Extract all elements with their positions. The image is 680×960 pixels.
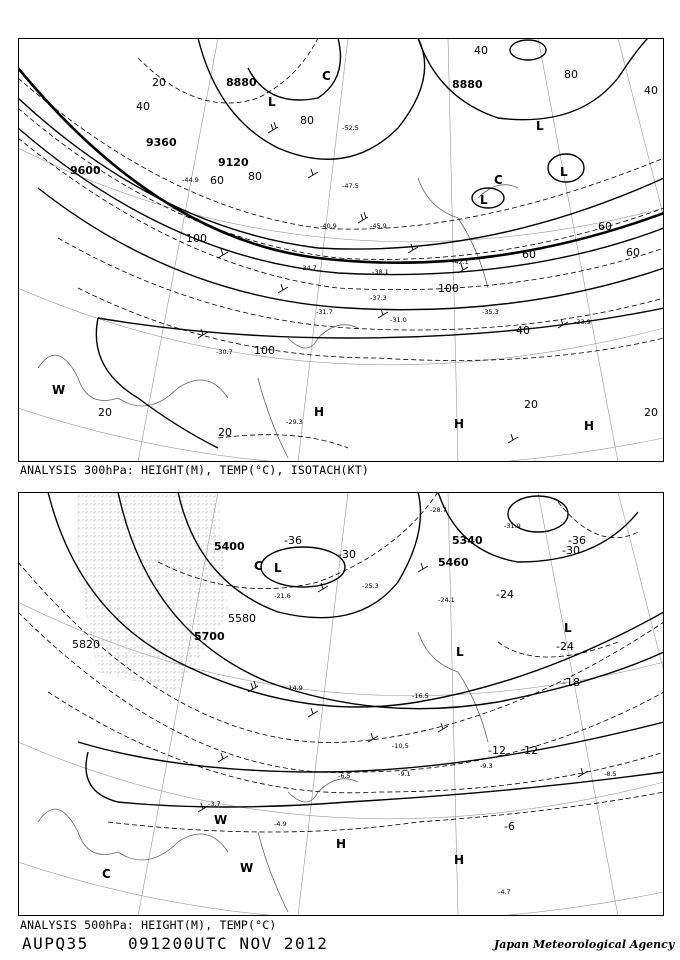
isotach-label: 40 xyxy=(136,100,150,113)
high-marker: H xyxy=(454,417,465,431)
isotach-label: 20 xyxy=(152,76,166,89)
station-value: -40.9 xyxy=(320,222,337,230)
height-label: 5700 xyxy=(194,630,225,643)
station-value: -14.9 xyxy=(286,684,303,692)
station-value: -31.9 xyxy=(504,522,521,530)
isotach-label: 100 xyxy=(254,344,275,357)
chart-300hpa xyxy=(18,38,664,462)
station-value: -9.3 xyxy=(480,762,493,770)
station-value: -44.9 xyxy=(182,176,199,184)
isotach-label: 60 xyxy=(626,246,640,259)
graticule xyxy=(18,38,664,462)
hatched-area xyxy=(78,492,228,692)
station-value: -6.5 xyxy=(338,772,351,780)
cold-marker: C xyxy=(102,867,111,881)
temp-label: -36 xyxy=(568,534,586,547)
isotach-label: 100 xyxy=(438,282,459,295)
chart-500hpa xyxy=(18,492,664,916)
height-label: 5460 xyxy=(438,556,469,569)
station-value: -38.1 xyxy=(372,268,389,276)
map-300hpa xyxy=(18,38,664,462)
station-value: -4.9 xyxy=(274,820,287,828)
temp-label: -12 xyxy=(488,744,506,757)
temp-label: -6 xyxy=(504,820,515,833)
chart-code: AUPQ35 xyxy=(22,934,89,953)
cold-marker: C xyxy=(254,559,263,573)
isotach-label: 80 xyxy=(300,114,314,127)
height-label: 5820 xyxy=(72,638,100,651)
cold-marker: C xyxy=(494,173,503,187)
low-marker: L xyxy=(480,193,488,207)
isotach-label: 60 xyxy=(522,248,536,261)
station-value: -37.3 xyxy=(370,294,387,302)
station-value: -34.7 xyxy=(300,264,317,272)
station-value: -9.1 xyxy=(398,770,411,778)
low-marker: L xyxy=(564,621,572,635)
low-marker: L xyxy=(560,165,568,179)
low-marker: L xyxy=(456,645,464,659)
station-value: -8.5 xyxy=(604,770,617,778)
isotach-label: 40 xyxy=(474,44,488,57)
high-marker: H xyxy=(336,837,347,851)
isotach-label: 20 xyxy=(218,426,232,439)
temp-label: 12 xyxy=(524,744,538,757)
height-label: 9600 xyxy=(70,164,101,177)
isotach-label: 20 xyxy=(524,398,538,411)
station-value: -16.5 xyxy=(412,692,429,700)
height-label: 9120 xyxy=(218,156,249,169)
warm-marker: W xyxy=(52,383,66,397)
high-marker: H xyxy=(584,419,595,433)
isotach-label: 40 xyxy=(644,84,658,97)
station-value: -42.1 xyxy=(452,258,469,266)
temp-label: -24 xyxy=(556,640,574,653)
height-label: 5340 xyxy=(452,534,483,547)
isotach-label: 60 xyxy=(210,174,224,187)
warm-marker: W xyxy=(214,813,228,827)
isotach-label: 60 xyxy=(598,220,612,233)
valid-time: 091200UTC NOV 2012 xyxy=(128,934,329,953)
station-value: -47.5 xyxy=(342,182,359,190)
height-label: 5580 xyxy=(228,612,256,625)
station-value: -31.0 xyxy=(390,316,407,324)
station-value: -29.3 xyxy=(286,418,303,426)
isotach-label: 20 xyxy=(644,406,658,419)
height-label: 8880 xyxy=(226,76,257,89)
wind-barbs xyxy=(198,563,588,812)
temp-label: -18 xyxy=(562,676,580,689)
station-value: -33.9 xyxy=(574,318,591,326)
height-label: 8880 xyxy=(452,78,483,91)
station-value: -31.7 xyxy=(316,308,333,316)
station-value: -45.9 xyxy=(370,222,387,230)
station-value: -25.3 xyxy=(362,582,379,590)
caption-500hpa: ANALYSIS 500hPa: HEIGHT(M), TEMP(°C) xyxy=(20,918,277,932)
map-500hpa xyxy=(18,492,664,916)
station-value: -28.7 xyxy=(430,506,447,514)
cold-marker: C xyxy=(322,69,331,83)
temp-label: -30 xyxy=(338,548,356,561)
low-marker: L xyxy=(536,119,544,133)
temp-label: -36 xyxy=(284,534,302,547)
station-value: -21.6 xyxy=(274,592,291,600)
temp-label: -30 xyxy=(562,544,580,557)
caption-300hpa: ANALYSIS 300hPa: HEIGHT(M), TEMP(°C), ISOTACH(KT) xyxy=(20,463,370,477)
low-marker: L xyxy=(274,561,282,575)
station-value: -30.7 xyxy=(216,348,233,356)
temp-label: -24 xyxy=(496,588,514,601)
high-marker: H xyxy=(454,853,465,867)
station-value: -3.7 xyxy=(208,800,221,808)
height-label: 9360 xyxy=(146,136,177,149)
low-marker: L xyxy=(268,95,276,109)
isotach-label: 20 xyxy=(98,406,112,419)
height-label: 5400 xyxy=(214,540,245,553)
isotach-label: 80 xyxy=(564,68,578,81)
isotach-label: 80 xyxy=(248,170,262,183)
station-value: -52.5 xyxy=(342,124,359,132)
station-value: -35.3 xyxy=(482,308,499,316)
high-marker: H xyxy=(314,405,325,419)
isotach-label: 100 xyxy=(186,232,207,245)
warm-marker: W xyxy=(240,861,254,875)
station-value: -4.7 xyxy=(498,888,511,896)
station-value: -24.1 xyxy=(438,596,455,604)
station-value: -10.5 xyxy=(392,742,409,750)
agency-name: Japan Meteorological Agency xyxy=(494,938,675,951)
isotach-label: 40 xyxy=(516,324,530,337)
